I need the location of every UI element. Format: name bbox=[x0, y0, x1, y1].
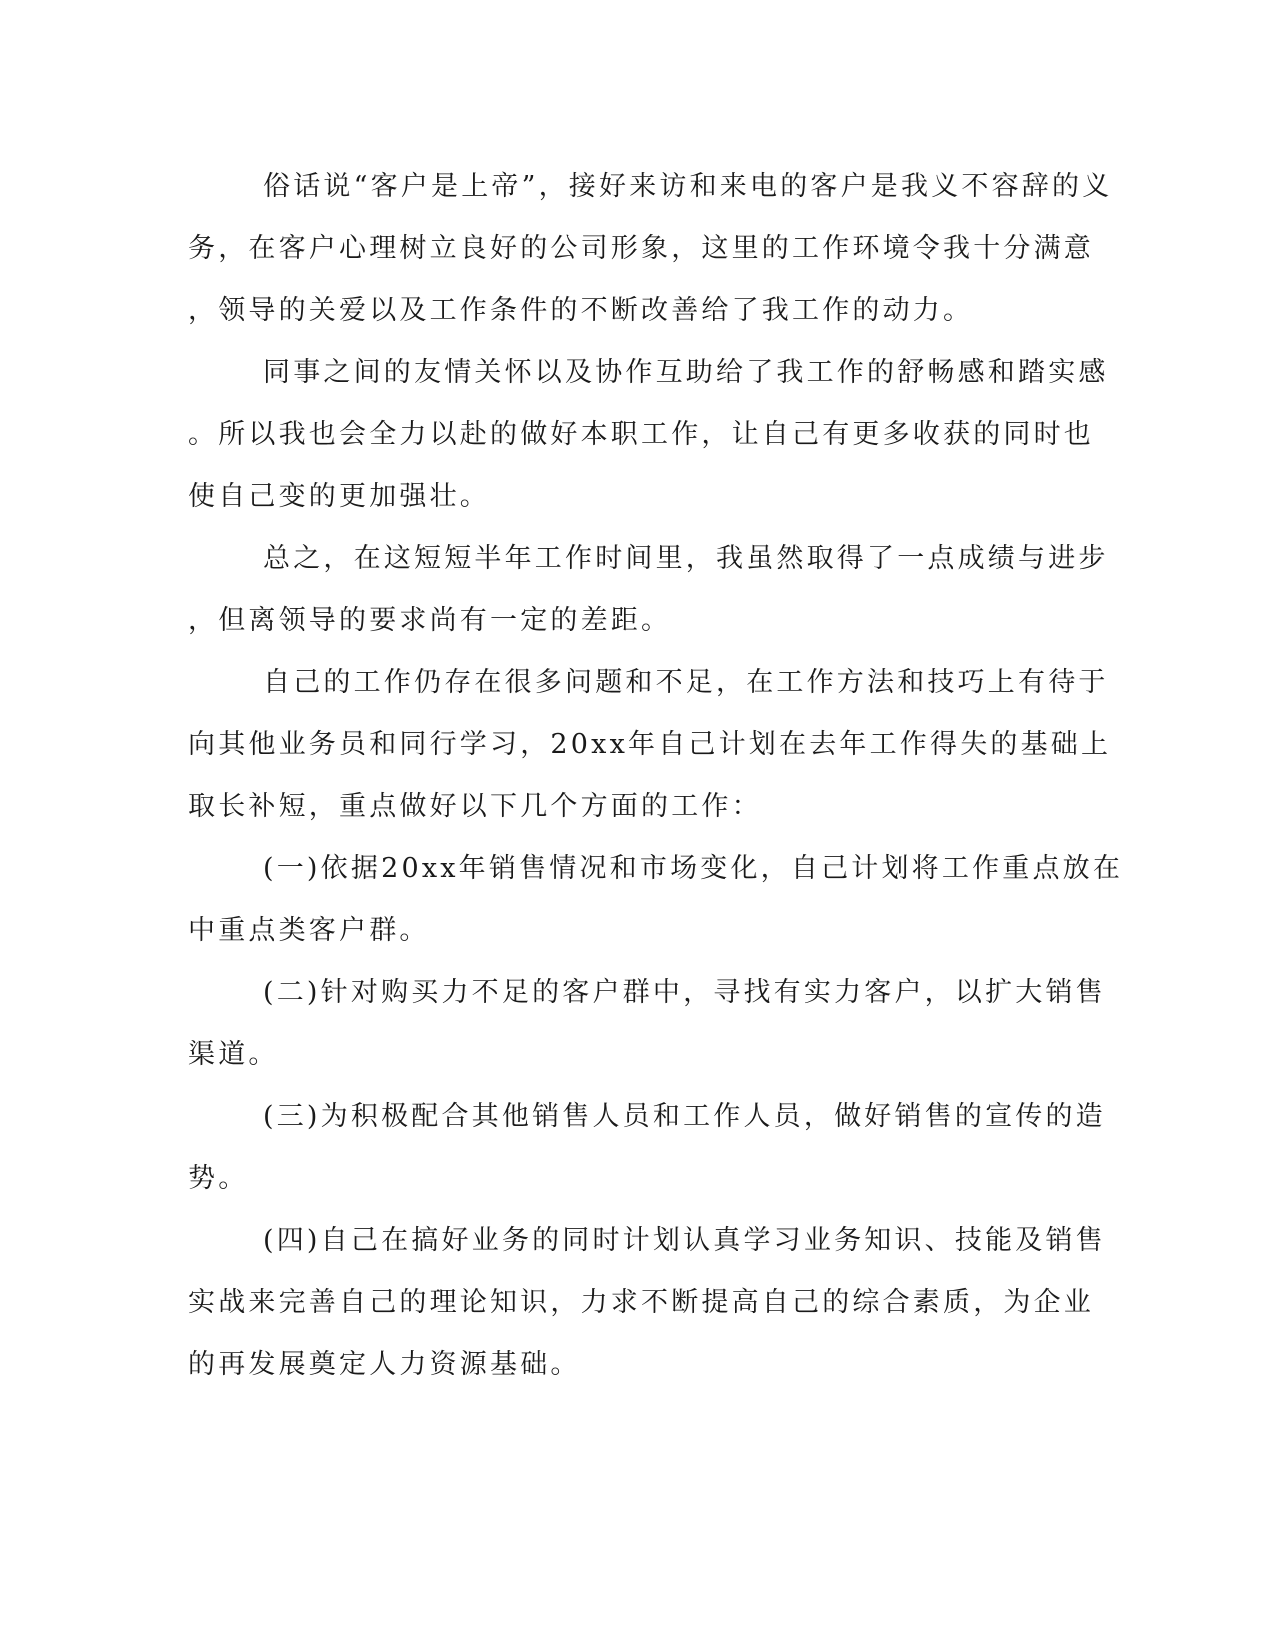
paragraph-line: ，领导的关爱以及工作条件的不断改善给了我工作的动力。 bbox=[188, 295, 974, 326]
list-item-1 bbox=[188, 838, 1124, 962]
paragraph-line: 使自己变的更加强壮。 bbox=[188, 481, 490, 512]
paragraph bbox=[188, 528, 1109, 652]
paragraph-line: (二)针对购买力不足的客户群中，寻找有实力客户，以扩大销售 bbox=[263, 977, 1106, 1008]
paragraph-line: 向其他业务员和同行学习，20xx年自己计划在去年工作得失的基础上 bbox=[188, 729, 1112, 760]
paragraph-line: 俗话说“客户是上帝”，接好来访和来电的客户是我义不容辞的义 bbox=[263, 171, 1113, 202]
paragraph-line: 中重点类客户群。 bbox=[188, 915, 430, 946]
paragraph-line: 。所以我也会全力以赴的做好本职工作，让自己有更多收获的同时也 bbox=[188, 419, 1094, 450]
paragraph-line: 的再发展奠定人力资源基础。 bbox=[188, 1349, 581, 1380]
paragraph-line: 取长补短，重点做好以下几个方面的工作： bbox=[188, 791, 762, 822]
paragraph-line: 自己的工作仍存在很多问题和不足，在工作方法和技巧上有待于 bbox=[263, 667, 1109, 698]
paragraph-line: ，但离领导的要求尚有一定的差距。 bbox=[188, 605, 672, 636]
paragraph-line: 总之，在这短短半年工作时间里，我虽然取得了一点成绩与进步 bbox=[263, 543, 1109, 574]
paragraph-line: (一)依据20xx年销售情况和市场变化，自己计划将工作重点放在 bbox=[263, 853, 1124, 884]
paragraph bbox=[188, 156, 1113, 342]
paragraph-line: (三)为积极配合其他销售人员和工作人员，做好销售的宣传的造 bbox=[263, 1101, 1106, 1132]
paragraph-line: 势。 bbox=[188, 1163, 249, 1194]
paragraph-line: (四)自己在搞好业务的同时计划认真学习业务知识、技能及销售 bbox=[263, 1225, 1106, 1256]
paragraph-line: 同事之间的友情关怀以及协作互助给了我工作的舒畅感和踏实感 bbox=[263, 357, 1109, 388]
list-item-2 bbox=[188, 962, 1106, 1086]
list-item-3 bbox=[188, 1086, 1106, 1210]
list-item-4 bbox=[188, 1210, 1106, 1396]
paragraph-line: 渠道。 bbox=[188, 1039, 279, 1070]
paragraph-line: 实战来完善自己的理论知识，力求不断提高自己的综合素质，为企业 bbox=[188, 1287, 1094, 1318]
paragraph-line: 务，在客户心理树立良好的公司形象，这里的工作环境令我十分满意 bbox=[188, 233, 1094, 264]
document-body bbox=[188, 156, 1124, 1396]
paragraph bbox=[188, 652, 1112, 838]
paragraph bbox=[188, 342, 1109, 528]
